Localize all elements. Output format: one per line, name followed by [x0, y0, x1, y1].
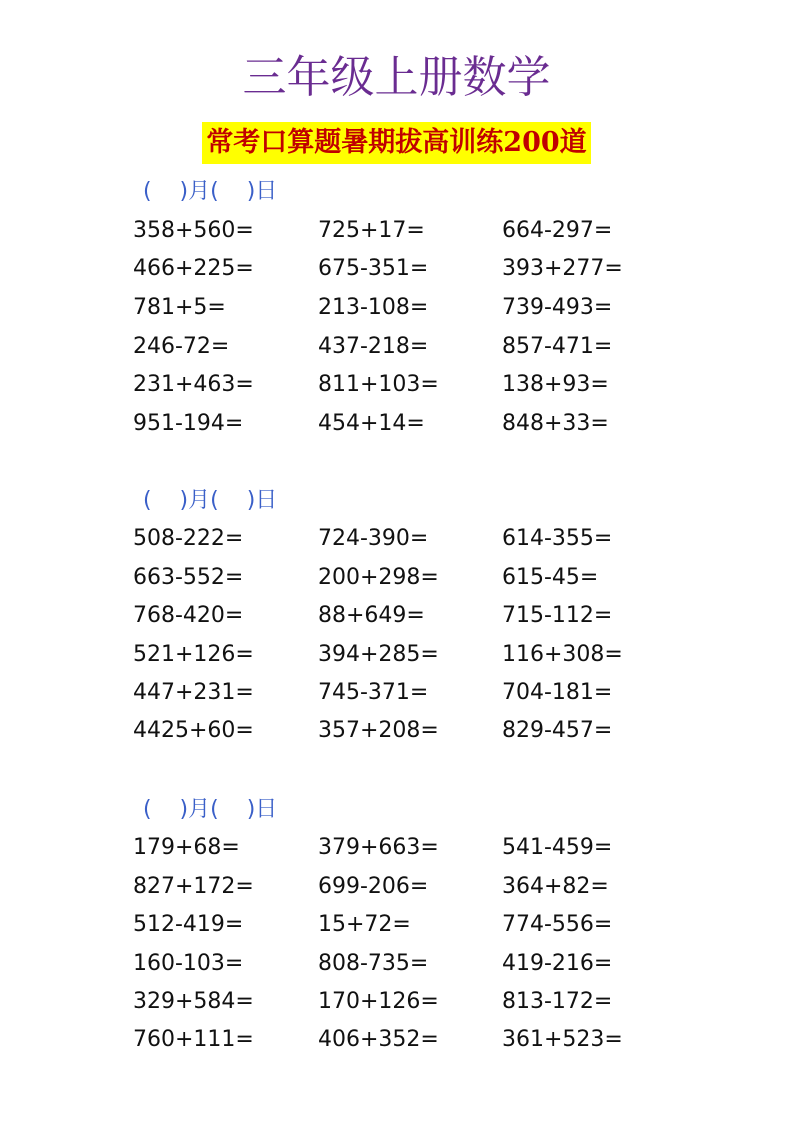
problem: 813-172=: [502, 989, 613, 1014]
problem: 760+111=: [133, 1027, 254, 1052]
problem: 811+103=: [318, 372, 439, 397]
problem: 406+352=: [318, 1027, 439, 1052]
problem: 699-206=: [318, 874, 429, 899]
date-label: ( )月( )日: [143, 488, 278, 513]
page-subtitle: 常考口算题暑期拔高训练200道: [202, 122, 590, 164]
problem-row: [0, 949, 793, 987]
problem: 419-216=: [502, 951, 613, 976]
problem-row: [0, 409, 793, 447]
problem-row: [0, 524, 793, 562]
problem: 724-390=: [318, 526, 429, 551]
problem-row: [0, 678, 793, 716]
problem: 774-556=: [502, 912, 613, 937]
problem: 364+82=: [502, 874, 609, 899]
problem: 394+285=: [318, 642, 439, 667]
problem: 725+17=: [318, 218, 425, 243]
problem: 663-552=: [133, 565, 244, 590]
problem-row: [0, 563, 793, 601]
date-label: ( )月( )日: [143, 179, 278, 204]
page-title: 三年级上册数学: [242, 52, 551, 103]
problem-row: [0, 601, 793, 639]
problem-row: [0, 254, 793, 292]
problem: 615-45=: [502, 565, 599, 590]
problem: 200+298=: [318, 565, 439, 590]
problem: 827+172=: [133, 874, 254, 899]
problem-row: [0, 640, 793, 678]
problem: 454+14=: [318, 411, 425, 436]
problem-row: [0, 987, 793, 1025]
problem: 739-493=: [502, 295, 613, 320]
problem-row: [0, 833, 793, 871]
problem: 361+523=: [502, 1027, 623, 1052]
problem-row: [0, 293, 793, 331]
problem-row: [0, 332, 793, 370]
problem-row: [0, 872, 793, 910]
problem: 358+560=: [133, 218, 254, 243]
problem: 704-181=: [502, 680, 613, 705]
problem: 675-351=: [318, 256, 429, 281]
problem: 715-112=: [502, 603, 613, 628]
problem: 231+463=: [133, 372, 254, 397]
problem: 512-419=: [133, 912, 244, 937]
problem-row: [0, 1025, 793, 1063]
problem: 521+126=: [133, 642, 254, 667]
problem: 138+93=: [502, 372, 609, 397]
problem: 508-222=: [133, 526, 244, 551]
problem: 829-457=: [502, 718, 613, 743]
problem: 116+308=: [502, 642, 623, 667]
problem: 213-108=: [318, 295, 429, 320]
problem: 357+208=: [318, 718, 439, 743]
problem-row: [0, 910, 793, 948]
problem: 808-735=: [318, 951, 429, 976]
problem: 447+231=: [133, 680, 254, 705]
problem: 437-218=: [318, 334, 429, 359]
problem: 179+68=: [133, 835, 240, 860]
problem: 393+277=: [502, 256, 623, 281]
problem-row: [0, 216, 793, 254]
problem: 781+5=: [133, 295, 226, 320]
problem: 329+584=: [133, 989, 254, 1014]
problem-row: [0, 716, 793, 754]
problem: 170+126=: [318, 989, 439, 1014]
problem: 541-459=: [502, 835, 613, 860]
problem: 745-371=: [318, 680, 429, 705]
problem: 614-355=: [502, 526, 613, 551]
problem: 768-420=: [133, 603, 244, 628]
problem: 379+663=: [318, 835, 439, 860]
subtitle-banner: [0, 122, 793, 164]
problem-row: [0, 370, 793, 408]
problem: 857-471=: [502, 334, 613, 359]
problem: 4425+60=: [133, 718, 254, 743]
problem: 848+33=: [502, 411, 609, 436]
date-label: ( )月( )日: [143, 797, 278, 822]
problem: 160-103=: [133, 951, 244, 976]
problem: 246-72=: [133, 334, 230, 359]
problem: 664-297=: [502, 218, 613, 243]
problem: 15+72=: [318, 912, 411, 937]
problem: 951-194=: [133, 411, 244, 436]
problem: 466+225=: [133, 256, 254, 281]
problem: 88+649=: [318, 603, 425, 628]
